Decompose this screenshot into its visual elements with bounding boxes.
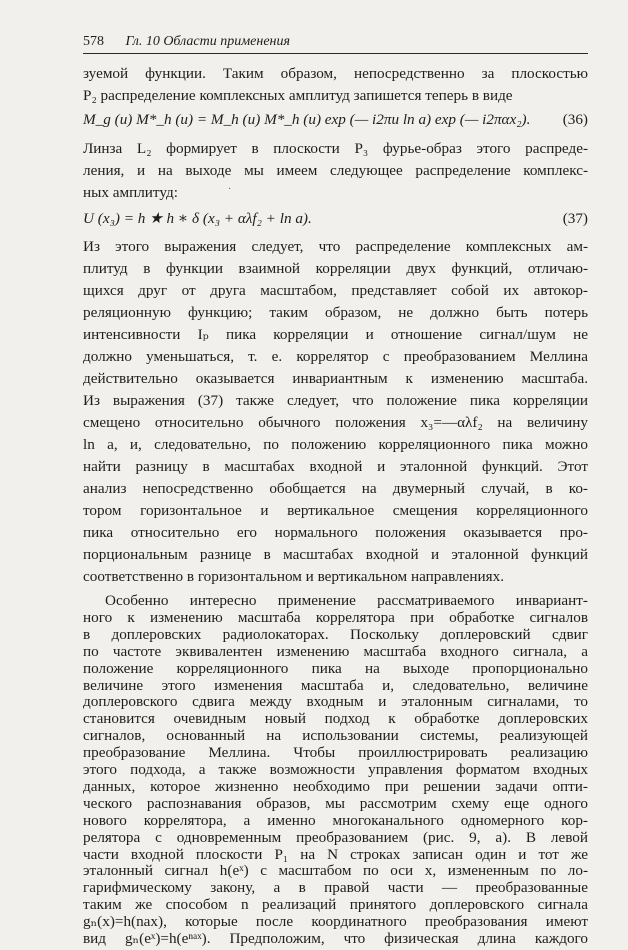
page-number: 578 <box>83 34 104 49</box>
text-line: положение корреляционного пика на выходе пропорционально <box>83 659 588 677</box>
text-line: данных, которое жизненно необходимо при решении задачи опти- <box>83 777 588 795</box>
text-line: gₙ(x)=h(nax), которые после координатного преобразования имеют <box>83 913 588 931</box>
equation-36 <box>83 109 588 131</box>
text-line: таким же способом n реализаций принятого доплеровского сигнала <box>83 896 588 914</box>
equation-37-expression: U (x₃) = h ★ h ∗ δ (x₃ + αλf₂ + ln a). <box>83 210 312 227</box>
equation-37-number: (37) <box>562 210 588 227</box>
text-line: Линза L₂ формирует в плоскости P₃ фурье-образ этого распреде- <box>83 140 588 157</box>
text-line: щихся друг от друга масштабом, представляет собой их автокор- <box>83 282 588 299</box>
text-line: Из этого выражения следует, что распределение комплексных ам- <box>83 238 588 255</box>
text-line: найти разницу в масштабах входной и эталонной функций. Этот <box>83 458 588 475</box>
text-line: интенсивности Iₚ пика корреляции и отношение сигнал/шум не <box>83 326 588 343</box>
text-line: ческого распознавания образов, мы рассмотрим схему еще одного <box>83 794 588 812</box>
text-line: реляционную функцию; таким образом, не должно быть потерь <box>83 304 588 321</box>
text-line: этого подхода, а также возможности управления форматом входных <box>83 761 588 778</box>
text-line: вид gₙ(eˣ)=h(eⁿᵃˣ). Предположим, что физическая длина каждого <box>83 930 588 947</box>
stray-mark: · <box>228 184 232 195</box>
text-line: эталонный сигнал h(eˣ) с масштабом по оси x, измененным по ло- <box>83 862 588 880</box>
text-line: P₂ распределение комплексных амплитуд запишется теперь в виде <box>83 87 513 104</box>
text-line: части входной плоскости P₁ на N строках записан один и тот же <box>83 845 588 863</box>
text-line: плитуд в функции взаимной корреляции двух функций, отличаю- <box>83 260 588 277</box>
text-line: ных амплитуд: <box>83 184 178 201</box>
text-line: преобразование Меллина. Чтобы проиллюстрировать реализацию <box>83 744 588 762</box>
text-line: гарифмическому закону, а в правой части — преобразованные <box>83 879 588 897</box>
text-line: соответственно в горизонтальном и вертикальном направлениях. <box>83 568 504 585</box>
text-line: доплеровского сдвига между входным и эталонным сигналами, то <box>83 693 588 711</box>
text-line: релятора с одновременным преобразованием (рис. 9, а). В левой <box>83 828 588 846</box>
text-line: пика относительно его нормального положения оказывается про- <box>83 524 588 541</box>
text-line: смещено относительно обычного положения x₃=—αλf₂ на величину <box>83 414 588 431</box>
text-line: нового коррелятора, а именно многоканального одномерного кор- <box>83 811 588 829</box>
text-line: действительно оказывается инвариантным к изменению масштаба. <box>83 370 588 387</box>
equation-36-expression: M_g (u) M*_h (u) = M_h (u) M*_h (u) exp (— i2πu ln a) exp (— i2παx₂). <box>83 111 531 128</box>
text-line: ления, и на выходе мы имеем следующее распределение комплекс- <box>83 162 588 179</box>
text-line: зуемой функции. Таким образом, непосредственно за плоскостью <box>83 65 588 82</box>
text-line: ln a, и, следовательно, по положению корреляционного пика можно <box>83 436 588 453</box>
text-line: ного к изменению масштаба коррелятора при обработке сигналов <box>83 608 588 626</box>
text-line: по частоте эквивалентен изменению масштаба входного сигнала, а <box>83 642 588 660</box>
text-line: анализ непосредственно обобщается на двумерный случай, в ко- <box>83 480 588 497</box>
header-rule <box>83 53 588 54</box>
text-line: величине этого изменения масштаба и, следовательно, величине <box>83 676 588 694</box>
text-line: порциональным разнице в масштабах входной и эталонной функций <box>83 546 588 563</box>
text-line: в доплеровских радиолокаторах. Поскольку доплеровский сдвиг <box>83 625 588 643</box>
text-line: Из выражения (37) также следует, что положение пика корреляции <box>83 392 588 409</box>
text-line: становится очевидным новый подход к обработке доплеровских <box>83 710 588 728</box>
text-line: сигналов, основанный на использовании системы, реализующей <box>83 727 588 745</box>
text-line: должно уменьшаться, т. е. коррелятор с преобразованием Меллина <box>83 348 588 365</box>
equation-37 <box>83 208 588 230</box>
running-header <box>83 33 588 53</box>
text-line: тором горизонтальное и вертикальное смещения корреляционного <box>83 502 588 519</box>
text-line: Особенно интересно применение рассматриваемого инвариант- <box>105 592 588 609</box>
chapter-title: Гл. 10 Области применения <box>125 34 290 49</box>
equation-36-number: (36) <box>562 111 588 128</box>
